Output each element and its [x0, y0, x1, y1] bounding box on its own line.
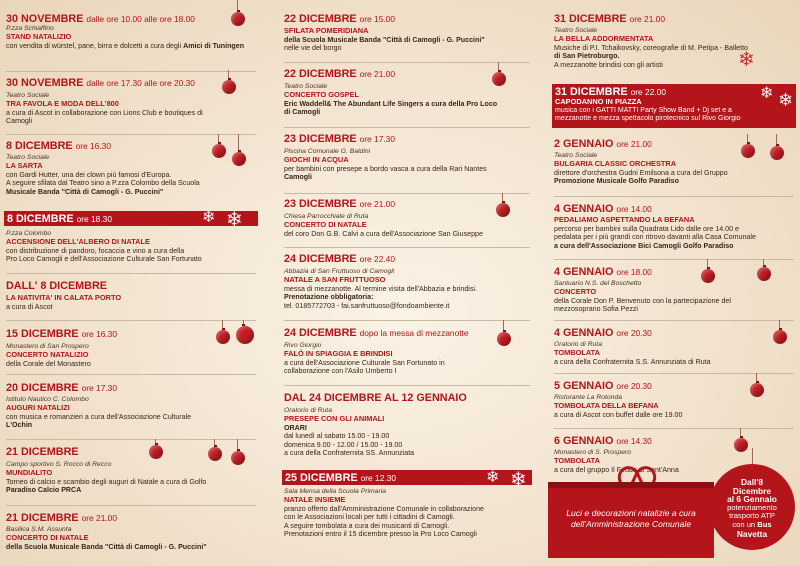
event-title: CONCERTO DI NATALE: [6, 533, 89, 542]
event-desc: ORARI dal lunedì al sabato 15.00 - 19.00 domenica 9.00 - 12.00 / 15.00 - 19.00 a cura della Confraternita SS. Annunziata: [284, 423, 415, 458]
event-desc: pranzo offerto dall'Amministrazione Comunale in collaborazione con le Associazioni locali per tutti i cittadini di Camogli. A seguire tombolata a cura dei musicanti di Camogli. Prenotazioni entro il 15 dicembre presso la Pro Loco Camogli: [284, 504, 484, 539]
event-title: NATALE INSIEME: [284, 495, 346, 504]
event-title: MUNDIALITO: [6, 468, 53, 477]
event: [284, 392, 530, 458]
event-title: CONCERTO GOSPEL: [284, 90, 360, 99]
ornament-icon: [231, 12, 245, 26]
gift-text: dell'Amministrazione Comunale: [570, 519, 692, 529]
event-place: Monastero di S. Prospero: [554, 449, 632, 456]
event-time: ore 22.40: [359, 254, 395, 264]
event-place: Basilica S.M. Assunta: [6, 526, 72, 533]
event-title: TOMBOLATA: [554, 456, 600, 465]
event-date: 4 GENNAIO: [554, 266, 614, 278]
event-desc: con Gardi Hutter, una dei clown più famosi d'Europa. A seguire sfilata dal Teatro sino a P.zza Colombo della Scuola Musicale Banda "Città di Camogli - G. Puccini": [6, 170, 200, 196]
event-time: ore 21.00: [81, 513, 117, 523]
event-time: ore 16.30: [75, 141, 111, 151]
event: [284, 253, 530, 310]
event: [284, 488, 530, 539]
event-title: SFILATA POMERIDIANA: [284, 26, 369, 35]
event-place: Santuario N.S. del Boschetto: [554, 280, 642, 287]
event-time: ore 20.30: [616, 381, 652, 391]
event-place: P.zza Schiaffino: [6, 25, 54, 32]
event-date: 23 DICEMBRE: [284, 198, 357, 210]
event-desc: Musiche di P.I. Tchaikovsky, coreografie di M. Petipa - Balletto di San Pietroburgo. A mezzanotte brindisi con gli artisti: [554, 43, 748, 69]
event-desc: a cura di Ascot in collaborazione con Lions Club e boutiques di Camogli: [6, 108, 203, 126]
event: [6, 382, 256, 430]
event-place: P.zza Colombo: [6, 230, 52, 237]
snowflake-icon: ❄: [778, 90, 794, 110]
event-title: AUGURI NATALIZI: [6, 403, 70, 412]
event-time: ore 21.00: [359, 199, 395, 209]
event-date: DALL' 8 DICEMBRE: [6, 280, 107, 292]
event-place: Piscina Comunale G. Baldini: [284, 148, 371, 155]
event-title: NATALE A SAN FRUTTUOSO: [284, 275, 386, 284]
event-place: Teatro Sociale: [6, 154, 50, 161]
event: [554, 13, 794, 69]
event-title: CAPODANNO IN PIAZZA: [555, 97, 642, 106]
event-place: Teatro Sociale: [6, 92, 50, 99]
event-desc: della Scuola Musicale Banda "Città di Camogli - G. Puccini": [6, 542, 207, 551]
event: [554, 203, 794, 250]
event-desc: con distribuzione di pandoro, focaccia e vino a cura della Pro Loco Camogli e dell'Associazione Culturale San Fortunato: [6, 246, 202, 264]
event-place: Campo sportivo S. Rocco di Recco: [6, 461, 112, 468]
event-date-banner: 8 DICEMBRE ore 18.30: [4, 211, 258, 226]
event: [284, 13, 530, 53]
event-title: TOMBOLATA DELLA BEFANA: [554, 401, 659, 410]
ornament-icon: [770, 146, 784, 160]
event-date: 4 GENNAIO: [554, 327, 614, 339]
event-time: ore 17.30: [81, 383, 117, 393]
event-title: LA SARTA: [6, 161, 43, 170]
event-desc: della Scuola Musicale Banda "Città di Camogli - G. Puccini" nelle vie del borgo: [284, 35, 485, 53]
event-place: Teatro Sociale: [554, 27, 598, 34]
event: [6, 230, 256, 264]
event-date: 22 DICEMBRE: [284, 13, 357, 25]
event-desc: musica con i GATTI MATTI Party Show Band + Dj set e a mezzanotte e mezza spettacolo pirotecnico sul Rivo Giorgio: [555, 106, 741, 122]
event-desc: a cura di Ascot: [6, 302, 53, 311]
event-date: 31 DICEMBRE: [554, 13, 627, 25]
event-time: ore 21.00: [629, 14, 665, 24]
event: [284, 198, 530, 238]
ornament-icon: [701, 269, 715, 283]
event-desc: Eric Waddell& The Abundant Life Singers a cura della Pro Loco di Camogli: [284, 99, 498, 117]
event-desc: messa di mezzanotte. Al termine visita dell'Abbazia e brindisi. Prenotazione obbligatoria: tel. 0185772703 - fai.sanfruttuoso@fondoambiente.it: [284, 284, 477, 310]
event-date-banner: 31 DICEMBRE ore 22.00 CAPODANNO IN PIAZZA musica con i GATTI MATTI Party Show Band + Dj set e a mezzanotte e mezza spettacolo pirotecnico sul Rivo Giorgio: [552, 84, 796, 128]
event-time: ore 20.30: [616, 328, 652, 338]
event-title: LA BELLA ADDORMENTATA: [554, 34, 654, 43]
event: [6, 77, 256, 126]
gift-text: Luci e decorazioni natalizie a cura: [566, 508, 696, 518]
event-date: 4 GENNAIO: [554, 203, 614, 215]
ornament-icon: [750, 383, 764, 397]
event-title: CONCERTO NATALIZIO: [6, 350, 89, 359]
snowflake-icon: ❄: [486, 469, 500, 486]
event: [6, 512, 256, 551]
event-desc: per bambini con presepe a bordo vasca a cura della Rari Nantes Camogli: [284, 164, 487, 182]
event-time: ore 14.00: [616, 204, 652, 214]
event-title: BULGARIA CLASSIC ORCHESTRA: [554, 159, 677, 168]
event-desc: a cura della Confraternita S.S. Annunziata di Ruta: [554, 357, 711, 366]
event-desc: della Corale del Monastero: [6, 359, 91, 368]
event-date: 22 DICEMBRE: [284, 68, 357, 80]
event-date: 21 DICEMBRE: [6, 512, 79, 524]
ornament-icon: [208, 447, 222, 461]
gift-box: [548, 482, 714, 558]
event: [6, 13, 256, 50]
event-time: ore 21.00: [359, 69, 395, 79]
event-time: ore 16.30: [81, 329, 117, 339]
event-date: 30 NOVEMBRE: [6, 77, 84, 89]
ornament-icon: [222, 80, 236, 94]
event-title: TRA FAVOLA E MODA DELL'800: [6, 99, 119, 108]
event-place: Oratorio di Ruta: [554, 341, 602, 348]
event-place: Monastero di San Prospero: [6, 343, 89, 350]
event-title: GIOCHI IN ACQUA: [284, 155, 349, 164]
event-place: Rivo Giorgio: [284, 342, 322, 349]
ornament-icon: [497, 332, 511, 346]
event-desc: con vendita di würstel, pane, birra e dolcetti a cura degli Amici di Tuningen: [6, 41, 245, 50]
event-time: dopo la messa di mezzanotte: [359, 328, 469, 338]
event-time: dalle ore 10.00 alle ore 18.00: [86, 14, 195, 24]
event-title: ACCENSIONE DELL'ALBERO DI NATALE: [6, 237, 150, 246]
snowflake-icon: ❄: [760, 85, 774, 102]
event-desc: direttore d'orchestra Gudni Emilsona a cura del Gruppo Promozione Musicale Golfo Paradiso: [554, 168, 728, 186]
ornament-icon: [734, 438, 748, 452]
event-title: LA NATIVITA' IN CALATA PORTO: [6, 293, 122, 302]
event-time: ore 14.30: [616, 436, 652, 446]
event: [284, 133, 530, 182]
event: [554, 138, 794, 186]
event: [554, 327, 794, 366]
ornament-icon: [741, 144, 755, 158]
event-desc: della Corale Don P. Benvenuto con la partecipazione del mezzosoprano Sofia Pezzi: [554, 296, 731, 314]
ornament-icon: [212, 144, 226, 158]
event-date: 23 DICEMBRE: [284, 133, 357, 145]
event-title: TOMBOLATA: [554, 348, 600, 357]
event-date: 8 DICEMBRE: [6, 140, 73, 152]
event-title: CONCERTO DI NATALE: [284, 220, 367, 229]
event-place: Ristorante La Rotonda: [554, 394, 623, 401]
event-date: 24 DICEMBRE: [284, 253, 357, 265]
gift-ribbon: [548, 482, 714, 488]
snowflake-icon: ❄: [510, 469, 527, 491]
snowflake-icon: ❄: [226, 209, 243, 231]
event-time: ore 15.00: [359, 14, 395, 24]
event-desc: a cura dell'Associazione Culturale San Fortunato in collaborazione con l'Asilo Umberto I: [284, 358, 445, 376]
event-desc: Torneo di calcio e scambio degli auguri di Natale a cura di Golfo Paradiso Calcio PRCA: [6, 477, 207, 495]
event-place: Abbazia di San Fruttuoso di Camogli: [284, 268, 395, 275]
event-desc: a cura di Ascot con buffet dalle ore 19.00: [554, 410, 683, 419]
event-date: 21 DICEMBRE: [6, 446, 79, 458]
event-place: Sala Mensa della Scuola Primaria: [284, 488, 387, 495]
ornament-icon: [773, 330, 787, 344]
event-place: Chiesa Parrocchiale di Ruta: [284, 213, 369, 220]
event-title: PRESEPE CON GLI ANIMALI: [284, 414, 385, 423]
event: [6, 280, 256, 311]
event-time: ore 18.00: [616, 267, 652, 277]
event-time: ore 21.00: [616, 139, 652, 149]
event-place: Istituto Nautico C. Colombo: [6, 396, 89, 403]
event-title: FALÒ IN SPIAGGIA E BRINDISI: [284, 349, 393, 358]
event-title: PEDALIAMO ASPETTANDO LA BEFANA: [554, 215, 695, 224]
event-desc: percorso per bambini sulla Quadrata Lido dalle ore 14.00 e pedalata per i più grandi con ritrovo davanti alla Casa Comunale a cura dell'Associazione Bici Camogli Golfo Paradiso: [554, 224, 756, 250]
event-date: 30 NOVEMBRE: [6, 13, 84, 25]
event-date: 6 GENNAIO: [554, 435, 614, 447]
event-place: Teatro Sociale: [284, 83, 328, 90]
event: [284, 327, 530, 376]
ornament-icon: [216, 330, 230, 344]
snowflake-icon: ❄: [202, 209, 216, 226]
event-desc: con musica e romanzieri a cura dell'Associazione Culturale L'Ochin: [6, 412, 192, 430]
event-date: DAL 24 DICEMBRE AL 12 GENNAIO: [284, 392, 467, 404]
event-time: dalle ore 17.30 alle ore 20.30: [86, 78, 195, 88]
ornament-icon: [492, 72, 506, 86]
ornament-icon: [496, 203, 510, 217]
event-date-banner: 25 DICEMBRE ore 12.30: [282, 470, 532, 485]
event-place: Oratorio di Ruta: [284, 407, 332, 414]
event-date: 2 GENNAIO: [554, 138, 614, 150]
snowflake-icon: ❄: [738, 49, 755, 71]
ornament-icon: [231, 451, 245, 465]
ornament-icon: [757, 267, 771, 281]
event-time: ore 17.30: [359, 134, 395, 144]
event-title: CONCERTO: [554, 287, 597, 296]
event-date: 5 GENNAIO: [554, 380, 614, 392]
event-date: 15 DICEMBRE: [6, 328, 79, 340]
event-desc: a cura del gruppo Il Feudo di Sant'Anna: [554, 465, 679, 474]
event-place: Teatro Sociale: [554, 152, 598, 159]
event-date: 24 DICEMBRE: [284, 327, 357, 339]
ornament-icon: [232, 152, 246, 166]
ornament-icon: [149, 445, 163, 459]
event-desc: del coro Don G.B. Calvi a cura dell'Associazione San Giuseppe: [284, 229, 483, 238]
event-date: 20 DICEMBRE: [6, 382, 79, 394]
event-title: STAND NATALIZIO: [6, 32, 72, 41]
ornament-icon: [236, 326, 254, 344]
bus-ornament: Dall'8 Dicembre al 6 Gennaio potenziamento trasporto ATP con un Bus Navetta: [709, 464, 795, 550]
